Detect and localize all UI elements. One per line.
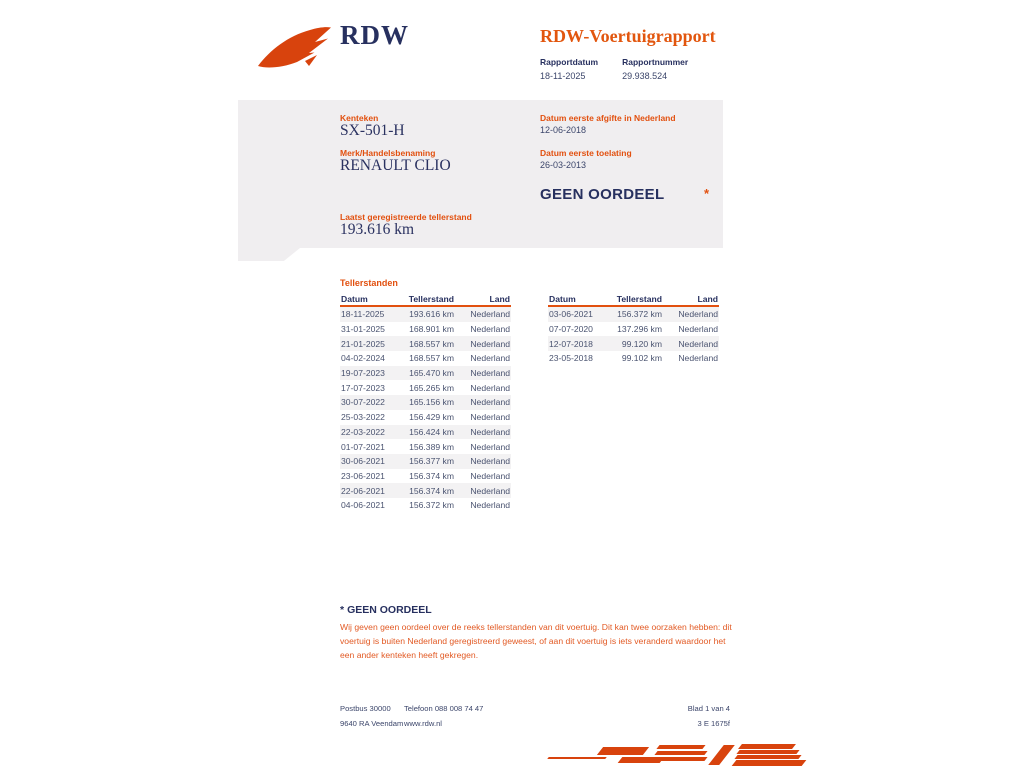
report-number-label: Rapportnummer	[622, 57, 689, 67]
footnote-heading	[340, 604, 432, 616]
table-row	[340, 307, 511, 322]
cell-datum: 07-07-2020	[549, 324, 593, 335]
document-title: RDW-Voertuigrapport	[540, 26, 716, 46]
table-row	[340, 483, 511, 498]
table-row	[340, 425, 511, 440]
report-date-label: Rapportdatum	[540, 57, 599, 67]
rdw-wing-icon	[256, 22, 336, 72]
col-header-datum: Datum	[341, 294, 368, 304]
cell-datum: 17-07-2023	[341, 382, 385, 393]
kenteken-value: SX-501-H	[340, 122, 405, 139]
table-body	[340, 307, 511, 513]
col-header-land: Land	[489, 294, 510, 304]
footnote-asterisk: *	[340, 604, 345, 616]
table-row	[340, 395, 511, 410]
footnote-title: GEEN OORDEEL	[347, 604, 432, 616]
eerste-toelating-label: Datum eerste toelating	[540, 148, 632, 158]
merk-value: RENAULT CLIO	[340, 157, 451, 174]
cell-datum: 22-06-2021	[341, 485, 385, 496]
cell-land: Nederland	[470, 500, 510, 511]
cell-tellerstand: 193.616 km	[409, 309, 454, 320]
cell-datum: 01-07-2021	[341, 441, 385, 452]
oordeel-badge: GEEN OORDEEL	[540, 186, 665, 203]
cell-tellerstand: 165.265 km	[409, 382, 454, 393]
table-row	[340, 498, 511, 513]
cell-tellerstand: 165.156 km	[409, 397, 454, 408]
cell-tellerstand: 156.389 km	[409, 441, 454, 452]
cell-land: Nederland	[470, 412, 510, 423]
cell-datum: 31-01-2025	[341, 324, 385, 335]
eerste-afgifte-value: 12-06-2018	[540, 125, 587, 135]
cell-datum: 04-02-2024	[341, 353, 385, 364]
table-body	[548, 307, 719, 366]
cell-land: Nederland	[470, 338, 510, 349]
cell-land: Nederland	[678, 353, 718, 364]
merk-label: Merk/Handelsbenaming	[340, 148, 436, 158]
cell-datum: 30-07-2022	[341, 397, 385, 408]
table-row	[548, 351, 719, 366]
table-row	[548, 307, 719, 322]
eerste-toelating-value: 26-03-2013	[540, 160, 587, 170]
laatste-tellerstand-value: 193.616 km	[340, 221, 415, 238]
report-date-block	[540, 57, 598, 81]
cell-land: Nederland	[678, 338, 718, 349]
cell-datum: 19-07-2023	[341, 368, 385, 379]
cell-land: Nederland	[678, 324, 718, 335]
footer-page-number: Blad 1 van 4	[687, 704, 730, 713]
cell-land: Nederland	[470, 456, 510, 467]
cell-land: Nederland	[470, 309, 510, 320]
cell-tellerstand: 165.470 km	[409, 368, 454, 379]
table-header-row	[340, 291, 511, 307]
oordeel-asterisk: *	[703, 186, 709, 201]
cell-land: Nederland	[470, 382, 510, 393]
kenteken-label: Kenteken	[340, 113, 379, 123]
cell-tellerstand: 156.374 km	[409, 470, 454, 481]
report-number-block	[622, 57, 688, 81]
laatste-tellerstand-label: Laatst geregistreerde tellerstand	[340, 212, 472, 222]
cell-tellerstand: 99.120 km	[621, 338, 662, 349]
rdw-wing-graphic	[540, 741, 812, 768]
rdw-wordmark: RDW	[340, 20, 409, 50]
footer-contact	[404, 701, 483, 731]
table-row	[340, 469, 511, 484]
eerste-afgifte-label: Datum eerste afgifte in Nederland	[540, 113, 676, 123]
cell-tellerstand: 156.424 km	[409, 426, 454, 437]
cell-land: Nederland	[470, 368, 510, 379]
cell-land: Nederland	[678, 309, 718, 320]
cell-tellerstand: 156.372 km	[409, 500, 454, 511]
cell-tellerstand: 156.377 km	[409, 456, 454, 467]
table-row	[548, 322, 719, 337]
col-header-datum: Datum	[549, 294, 576, 304]
table-row	[340, 322, 511, 337]
cell-datum: 04-06-2021	[341, 500, 385, 511]
cell-datum: 23-06-2021	[341, 470, 385, 481]
table-row	[340, 366, 511, 381]
table-header-row	[548, 291, 719, 307]
cell-tellerstand: 137.296 km	[617, 324, 662, 335]
footer-website-link[interactable]: www.rdw.nl	[404, 719, 442, 728]
report-number-value: 29.938.524	[622, 71, 668, 81]
col-header-tellerstand: Tellerstand	[408, 294, 454, 304]
vehicle-summary-panel	[238, 100, 723, 248]
footer-form-code: 3 E 1675f	[697, 719, 730, 728]
table-row	[340, 336, 511, 351]
cell-land: Nederland	[470, 485, 510, 496]
panel-tail-shape	[238, 248, 300, 261]
cell-tellerstand: 156.429 km	[409, 412, 454, 423]
footnote-text: Wij geven geen oordeel over de reeks tellerstanden van dit voertuig. Dit kan twee oorzaken hebben: dit voertuig is buiten Nederland geregistreerd geweest, of aan dit voertuig is iets veranderd waardoor het een ander kenteken heeft gekregen.	[340, 622, 732, 660]
cell-land: Nederland	[470, 353, 510, 364]
cell-datum: 21-01-2025	[341, 338, 385, 349]
cell-tellerstand: 99.102 km	[621, 353, 662, 364]
cell-tellerstand: 156.374 km	[409, 485, 454, 496]
col-header-tellerstand: Tellerstand	[616, 294, 662, 304]
tellerstanden-section-title: Tellerstanden	[340, 278, 398, 288]
report-meta	[540, 57, 688, 81]
footer-postbus: Postbus 30000	[340, 704, 391, 713]
rdw-logo-icon	[256, 22, 336, 72]
cell-tellerstand: 168.557 km	[409, 338, 454, 349]
col-header-land: Land	[697, 294, 718, 304]
table-row	[340, 439, 511, 454]
cell-land: Nederland	[470, 470, 510, 481]
cell-datum: 23-05-2018	[549, 353, 593, 364]
cell-land: Nederland	[470, 426, 510, 437]
cell-datum: 30-06-2021	[341, 456, 385, 467]
cell-datum: 25-03-2022	[341, 412, 385, 423]
footer-address	[340, 701, 403, 731]
tellerstanden-table-right	[548, 291, 719, 366]
cell-land: Nederland	[470, 397, 510, 408]
tellerstanden-table-left	[340, 291, 511, 513]
table-row	[340, 351, 511, 366]
footer-pagination	[600, 701, 730, 731]
footer-phone: Telefoon 088 008 74 47	[404, 704, 484, 713]
cell-tellerstand: 156.372 km	[617, 309, 662, 320]
cell-land: Nederland	[470, 324, 510, 335]
cell-land: Nederland	[470, 441, 510, 452]
table-row	[340, 454, 511, 469]
cell-datum: 03-06-2021	[549, 309, 593, 320]
cell-datum: 12-07-2018	[549, 338, 593, 349]
cell-tellerstand: 168.557 km	[409, 353, 454, 364]
table-row	[340, 410, 511, 425]
footer-city: 9640 RA Veendam	[340, 719, 404, 728]
report-date-value: 18-11-2025	[540, 71, 586, 81]
table-row	[340, 380, 511, 395]
table-row	[548, 336, 719, 351]
cell-datum: 18-11-2025	[341, 309, 385, 320]
cell-tellerstand: 168.901 km	[409, 324, 454, 335]
cell-datum: 22-03-2022	[341, 426, 385, 437]
